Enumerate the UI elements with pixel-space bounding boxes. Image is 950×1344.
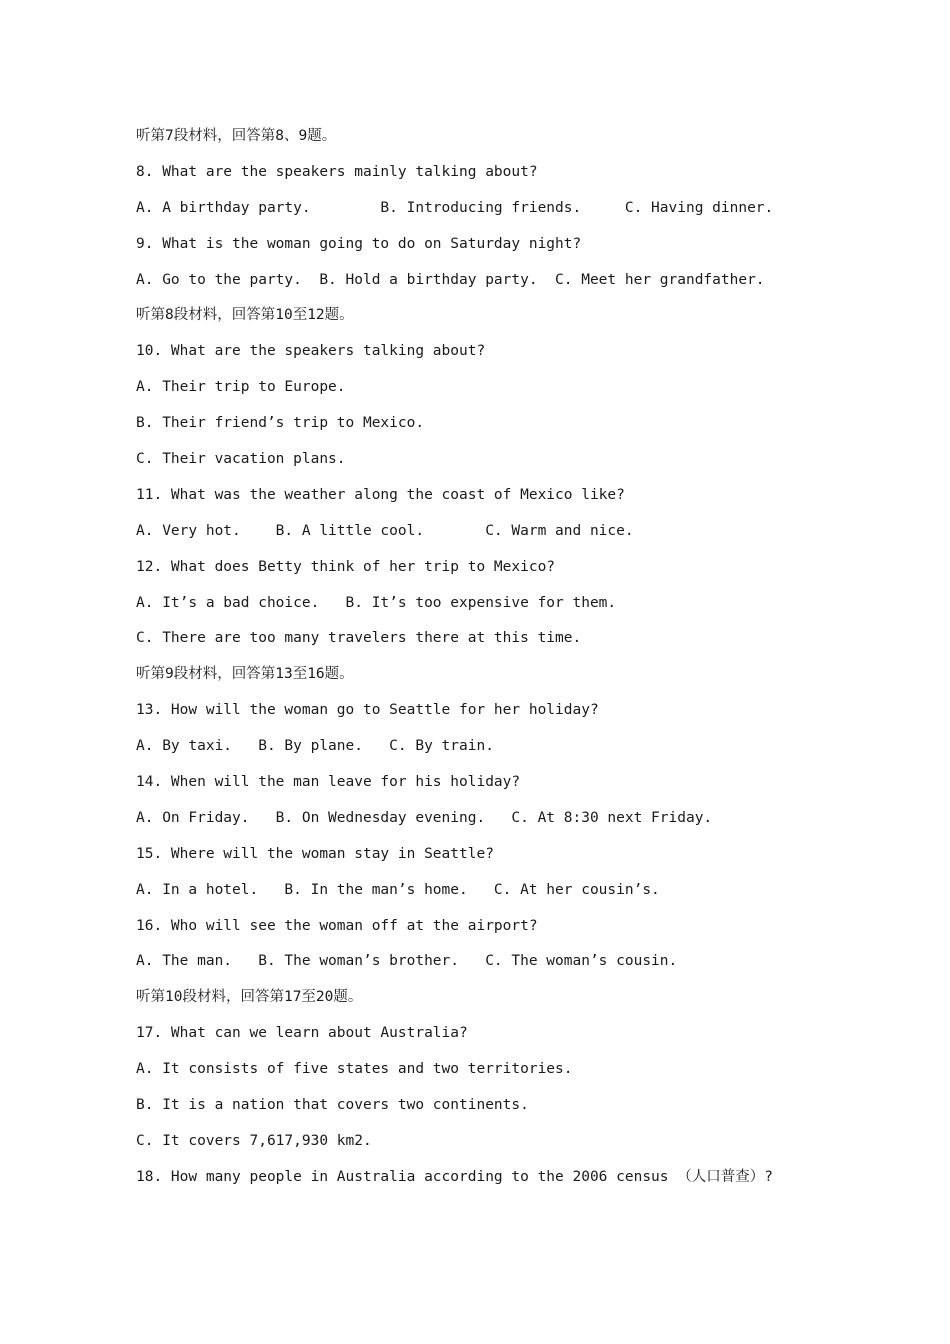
question-14-options: A. On Friday. B. On Wednesday evening. C. At 8:30 next Friday.	[136, 809, 713, 826]
question-8-options: A. A birthday party. B. Introducing friends. C. Having dinner.	[136, 199, 774, 216]
question-9-options: A. Go to the party. B. Hold a birthday party. C. Meet her grandfather.	[136, 271, 765, 288]
question-15: 15. Where will the woman stay in Seattle?	[136, 845, 494, 862]
question-13: 13. How will the woman go to Seattle for her holiday?	[136, 702, 599, 719]
question-10-option-a: A. Their trip to Europe.	[136, 379, 346, 396]
question-17-option-b: B. It is a nation that covers two continents.	[136, 1097, 529, 1114]
question-12-option-c: C. There are too many travelers there at this time.	[136, 630, 582, 647]
question-17-option-c: C. It covers 7,617,930 km2.	[136, 1132, 372, 1149]
question-11: 11. What was the weather along the coast of Mexico like?	[136, 486, 625, 503]
section-heading: 听第7段材料，回答第8、9题。	[136, 128, 337, 144]
section-heading: 听第10段材料，回答第17至20题。	[136, 989, 363, 1006]
question-13-options: A. By taxi. B. By plane. C. By train.	[136, 738, 494, 755]
question-10-option-b: B. Their friend’s trip to Mexico.	[136, 415, 425, 432]
question-10-option-c: C. Their vacation plans.	[136, 451, 346, 468]
question-18: 18. How many people in Australia according to the 2006 census （人口普查）?	[136, 1168, 773, 1185]
listening-section	[136, 124, 896, 1201]
question-17-option-a: A. It consists of five states and two territories.	[136, 1061, 573, 1078]
question-9: 9. What is the woman going to do on Saturday night?	[136, 235, 582, 252]
question-12: 12. What does Betty think of her trip to Mexico?	[136, 558, 556, 575]
question-17: 17. What can we learn about Australia?	[136, 1025, 468, 1042]
question-10: 10. What are the speakers talking about?	[136, 343, 486, 360]
question-16: 16. Who will see the woman off at the airport?	[136, 917, 538, 934]
section-heading: 听第8段材料，回答第10至12题。	[136, 307, 354, 324]
question-11-options: A. Very hot. B. A little cool. C. Warm and nice.	[136, 522, 634, 539]
question-14: 14. When will the man leave for his holiday?	[136, 774, 521, 791]
question-16-options: A. The man. B. The woman’s brother. C. The woman’s cousin.	[136, 953, 678, 970]
section-heading: 听第9段材料，回答第13至16题。	[136, 666, 354, 683]
question-12-options-ab: A. It’s a bad choice. B. It’s too expensive for them.	[136, 594, 617, 611]
question-15-options: A. In a hotel. B. In the man’s home. C. At her cousin’s.	[136, 881, 660, 898]
question-8: 8. What are the speakers mainly talking about?	[136, 163, 538, 180]
